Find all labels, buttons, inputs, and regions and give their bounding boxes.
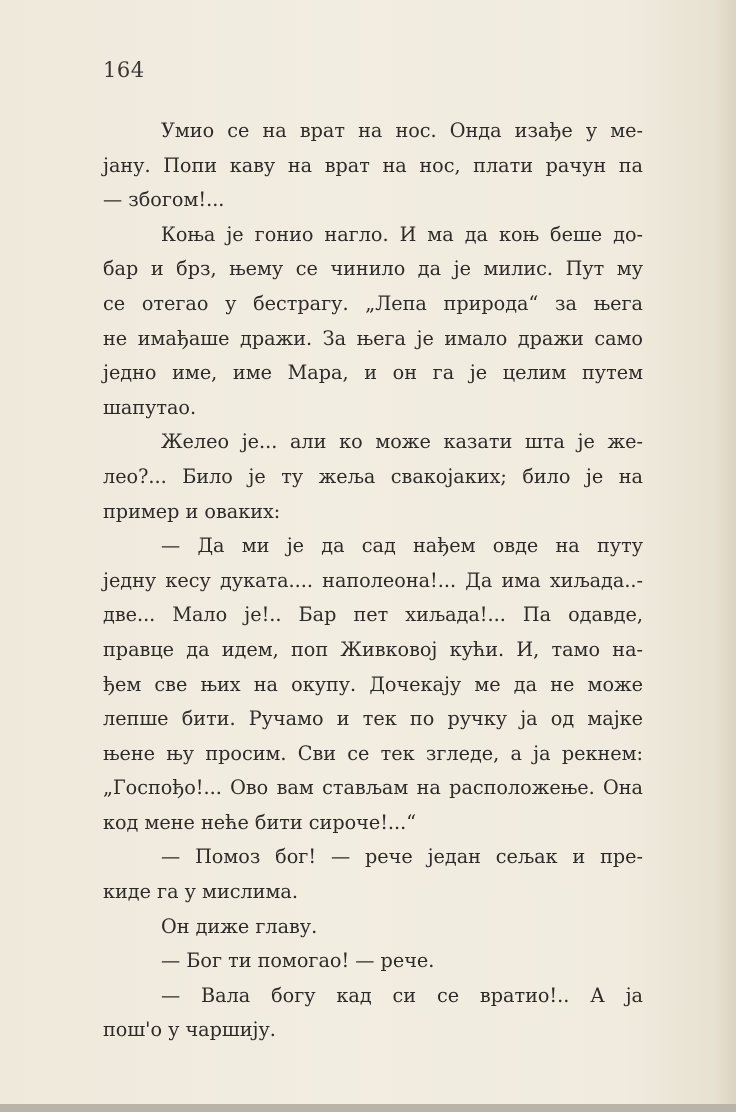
text-line: „Госпођо!... Ово вам стављам на расположење. Она (103, 776, 643, 800)
text-line: пош'о у чаршију. (103, 1018, 276, 1042)
text-line: једну кесу дуката.... наполеона!... Да има хиљада..- (103, 568, 643, 592)
text-line: Умио се на врат на нос. Онда изађе у ме- (161, 119, 643, 142)
text-line: лео?... Било је ту жеља свакојаких; било је на (103, 464, 643, 488)
text-line: код мене неће бити сироче!...“ (103, 810, 417, 834)
text-line: — Бог ти помогао! — рече. (161, 949, 435, 973)
text-line: ђем све њих на окупу. Дочекају ме да не може (103, 672, 643, 696)
text-line: киде га у мислима. (103, 880, 298, 904)
text-line: Желео је... али ко може казати шта је же- (161, 430, 643, 454)
text-line: — Вала богу кад си се вратио!.. А ја (161, 983, 643, 1007)
text-line: — Да ми је да сад нађем овде на путу (161, 534, 643, 558)
text-line: јану. Попи каву на врат на нос, плати рачун па (103, 153, 643, 177)
text-line: се отегао у бестрагу. „Лепа природа“ за њега (103, 291, 643, 315)
text-line: — Помоз бог! — рече један сељак и пре- (161, 845, 643, 869)
text-line: шапутао. (103, 395, 197, 419)
scan-bottom-edge (0, 1104, 736, 1112)
text-line: — збогом!... (103, 188, 225, 212)
text-line: бар и брз, њему се чинило да је милис. Пут му (103, 257, 643, 281)
body-text (103, 114, 643, 1048)
page-number: 164 (103, 58, 145, 82)
page-edge-shadow (714, 0, 736, 1112)
text-line: једно име, име Мара, и он га је целим путем (103, 361, 643, 385)
text-line: две... Мало је!.. Бар пет хиљада!... Па одавде, (103, 603, 643, 627)
text-line: Он диже главу. (161, 914, 318, 938)
text-line: не имађаше дражи. За њега је имало дражи само (103, 326, 643, 350)
text-line: пример и оваких: (103, 499, 281, 523)
text-line: њене њу просим. Сви се тек згледе, а ја рекнем: (103, 741, 643, 765)
text-line: Коња је гонио нагло. И ма да коњ беше до- (161, 222, 643, 246)
text-line: правце да идем, поп Живковој кући. И, тамо на- (103, 637, 643, 661)
text-line: лепше бити. Ручамо и тек по ручку ја од мајке (103, 707, 643, 731)
